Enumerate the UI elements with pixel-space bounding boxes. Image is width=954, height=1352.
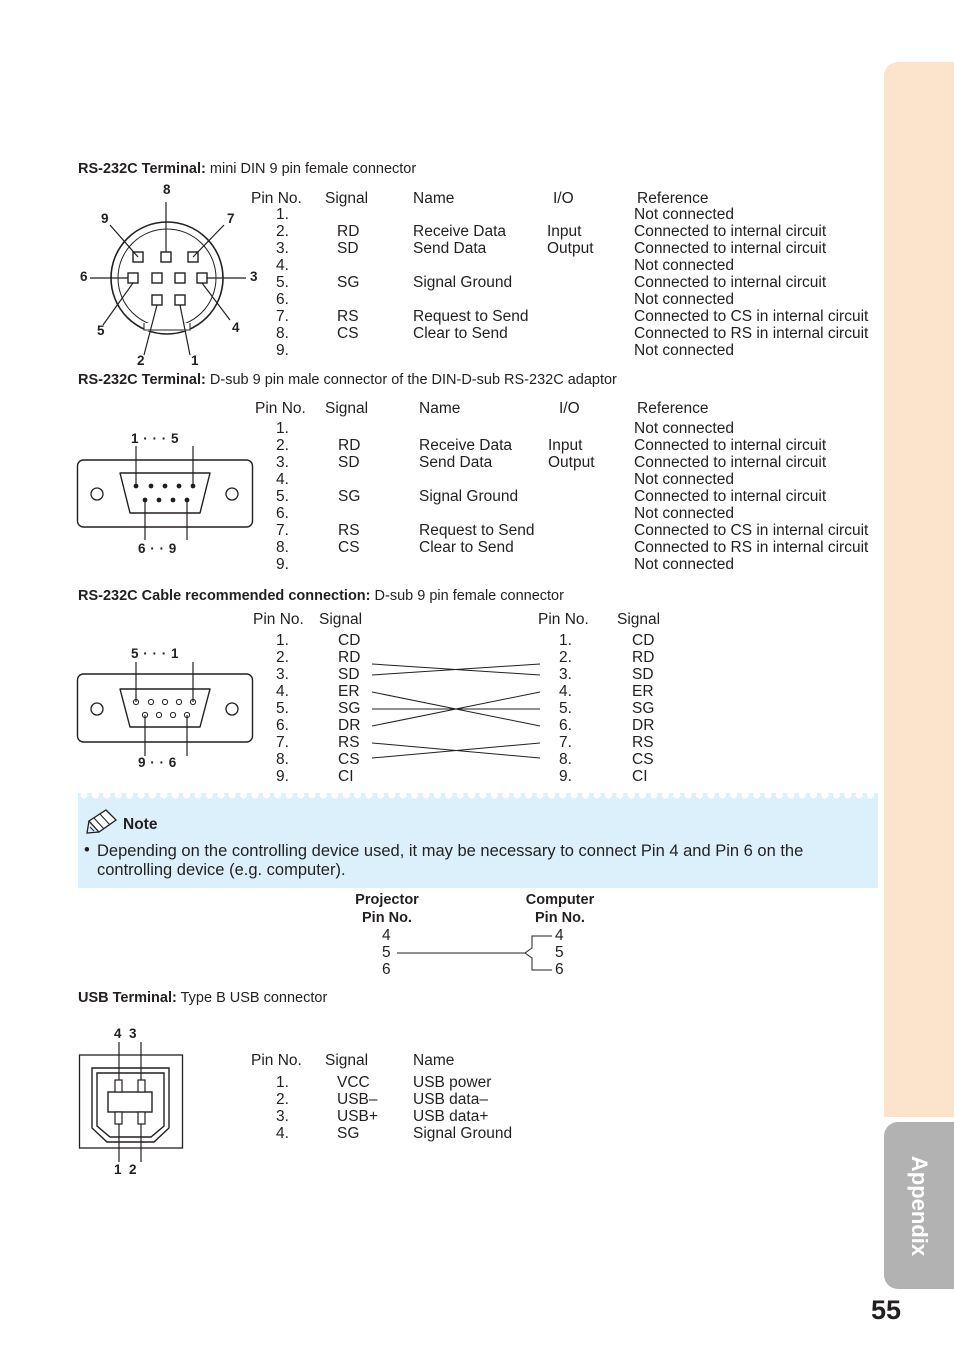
table-cell-pin: 6.	[276, 505, 289, 522]
table-cell-name: Receive Data	[413, 223, 507, 240]
computer-pin-6: 6	[555, 961, 564, 978]
table-cell-signal: RD	[337, 223, 360, 240]
s1-header-signal: Signal	[325, 190, 369, 207]
left-signal-cell: ER	[338, 683, 360, 700]
table-cell-name: USB data–	[413, 1091, 488, 1108]
right-pin-cell: 1.	[559, 632, 572, 649]
right-pin-cell: 6.	[559, 717, 572, 734]
table-cell-pin: 9.	[276, 342, 289, 359]
s1-header-io: I/O	[553, 190, 574, 207]
right-pin-cell: 2.	[559, 649, 572, 666]
table-cell-name: Signal Ground	[413, 274, 513, 291]
table-cell-reference: Connected to internal circuit	[634, 437, 827, 454]
left-pin-cell: 4.	[276, 683, 289, 700]
usb-header-signal: Signal	[325, 1052, 369, 1069]
table-cell-reference: Connected to internal circuit	[634, 223, 827, 240]
computer-pin-5: 5	[555, 944, 564, 961]
table-cell-signal: RS	[337, 308, 359, 325]
side-tab-background	[884, 62, 954, 1117]
s1-header-reference: Reference	[637, 190, 709, 207]
table-cell-reference: Not connected	[634, 420, 734, 437]
usb-pin-label-top: 4 3	[114, 1026, 137, 1041]
table-cell-pin: 1.	[276, 1074, 289, 1091]
right-signal-cell: SD	[632, 666, 654, 683]
s2-header-reference: Reference	[637, 400, 709, 417]
table-cell-reference: Not connected	[634, 206, 734, 223]
table-cell-pin: 5.	[276, 274, 289, 291]
pin-label-5: 5	[97, 323, 105, 338]
table-cell-pin: 3.	[276, 240, 289, 257]
table-cell-signal: SG	[338, 488, 361, 505]
table-cell-io: Output	[547, 240, 594, 257]
right-signal-cell: ER	[632, 683, 654, 700]
table-cell-pin: 1.	[276, 420, 289, 437]
table-cell-reference: Connected to RS in internal circuit	[634, 325, 869, 342]
cable-crossover-lines	[370, 640, 545, 790]
left-signal-cell: SD	[338, 666, 360, 683]
table-cell-reference: Connected to internal circuit	[634, 274, 827, 291]
right-signal-cell: DR	[632, 717, 655, 734]
pin-label-3: 3	[250, 269, 258, 284]
table-cell-signal: CS	[337, 325, 359, 342]
table-cell-pin: 6.	[276, 291, 289, 308]
pin-label-1: 1	[191, 353, 199, 368]
left-pin-cell: 8.	[276, 751, 289, 768]
table-cell-name: Send Data	[419, 454, 493, 471]
table-cell-signal: CS	[338, 539, 360, 556]
s2-pin-label-bottom: 6 · · 9	[138, 541, 177, 556]
s1-header-pin: Pin No.	[251, 190, 302, 207]
usb-type-b-connector-diagram	[78, 1040, 188, 1165]
s3-left-header-signal: Signal	[319, 611, 363, 628]
right-pin-cell: 7.	[559, 734, 572, 751]
table-cell-pin: 5.	[276, 488, 289, 505]
left-signal-cell: DR	[338, 717, 361, 734]
table-cell-io: Input	[548, 437, 583, 454]
table-cell-pin: 2.	[276, 437, 289, 454]
table-cell-name: Request to Send	[413, 308, 529, 325]
right-signal-cell: CS	[632, 751, 654, 768]
projector-pin-6: 6	[382, 961, 391, 978]
s2-header-pin: Pin No.	[255, 400, 306, 417]
left-pin-cell: 7.	[276, 734, 289, 751]
table-cell-signal: SD	[337, 240, 359, 257]
note-text-line2: controlling device (e.g. computer).	[97, 861, 346, 879]
right-signal-cell: CD	[632, 632, 655, 649]
table-cell-pin: 7.	[276, 308, 289, 325]
right-signal-cell: RD	[632, 649, 655, 666]
table-cell-reference: Not connected	[634, 505, 734, 522]
table-cell-pin: 7.	[276, 522, 289, 539]
left-pin-cell: 6.	[276, 717, 289, 734]
pin-label-7: 7	[227, 211, 235, 226]
s1-header-name: Name	[413, 190, 455, 207]
left-signal-cell: RS	[338, 734, 360, 751]
usb-header-name: Name	[413, 1052, 455, 1069]
left-pin-cell: 2.	[276, 649, 289, 666]
left-pin-cell: 1.	[276, 632, 289, 649]
mini-din-connector-diagram	[78, 180, 263, 370]
right-signal-cell: SG	[632, 700, 655, 717]
section1-heading: RS-232C Terminal: mini DIN 9 pin female connector	[78, 161, 417, 177]
s3-pin-label-bottom: 9 · · 6	[138, 755, 177, 770]
section2-heading: RS-232C Terminal: D-sub 9 pin male connector of the DIN-D-sub RS-232C adaptor	[78, 372, 617, 388]
table-cell-reference: Connected to internal circuit	[634, 240, 827, 257]
table-cell-reference: Not connected	[634, 556, 734, 573]
note-title: Note	[123, 816, 158, 833]
table-cell-reference: Not connected	[634, 471, 734, 488]
table-cell-signal: SD	[338, 454, 360, 471]
note-bullet: •	[84, 841, 90, 859]
table-cell-signal: USB+	[337, 1108, 378, 1125]
left-signal-cell: CS	[338, 751, 360, 768]
table-cell-reference: Not connected	[634, 342, 734, 359]
table-cell-pin: 4.	[276, 1125, 289, 1142]
pin-label-9: 9	[101, 211, 109, 226]
table-cell-pin: 9.	[276, 556, 289, 573]
right-pin-cell: 9.	[559, 768, 572, 785]
appendix-tab-label: Appendix	[907, 1155, 933, 1256]
usb-pin-label-bottom: 1 2	[114, 1162, 137, 1177]
appendix-tab-label-wrap	[884, 1122, 954, 1289]
pin-label-6: 6	[80, 269, 88, 284]
table-cell-name: Clear to Send	[413, 325, 508, 342]
table-cell-reference: Connected to internal circuit	[634, 454, 827, 471]
s2-pin-label-top: 1 · · · 5	[131, 431, 180, 446]
left-pin-cell: 9.	[276, 768, 289, 785]
page-number: 55	[871, 1295, 902, 1325]
table-cell-name: Request to Send	[419, 522, 535, 539]
table-cell-name: Receive Data	[419, 437, 513, 454]
right-pin-cell: 5.	[559, 700, 572, 717]
table-cell-reference: Connected to CS in internal circuit	[634, 522, 869, 539]
projector-pin-4: 4	[382, 927, 391, 944]
right-signal-cell: CI	[632, 768, 648, 785]
usb-header-pin: Pin No.	[251, 1052, 302, 1069]
left-pin-cell: 3.	[276, 666, 289, 683]
computer-pin-title: Pin No.	[535, 910, 585, 926]
table-cell-signal: VCC	[337, 1074, 370, 1091]
computer-title: Computer	[525, 892, 595, 908]
projector-pin-title: Pin No.	[362, 910, 412, 926]
table-cell-io: Output	[548, 454, 595, 471]
left-signal-cell: SG	[338, 700, 361, 717]
table-cell-reference: Not connected	[634, 257, 734, 274]
table-cell-pin: 1.	[276, 206, 289, 223]
pencil-icon	[86, 807, 122, 837]
s2-header-signal: Signal	[325, 400, 369, 417]
left-pin-cell: 5.	[276, 700, 289, 717]
table-cell-pin: 2.	[276, 1091, 289, 1108]
table-cell-pin: 8.	[276, 325, 289, 342]
table-cell-reference: Connected to RS in internal circuit	[634, 539, 869, 556]
s3-left-header-pin: Pin No.	[253, 611, 304, 628]
pin-label-2: 2	[137, 353, 145, 368]
s2-header-io: I/O	[559, 400, 580, 417]
s2-header-name: Name	[419, 400, 461, 417]
pin-label-8: 8	[163, 182, 171, 197]
table-cell-name: Clear to Send	[419, 539, 514, 556]
table-cell-signal: RD	[338, 437, 361, 454]
table-cell-name: USB power	[413, 1074, 492, 1091]
table-cell-signal: RS	[338, 522, 360, 539]
table-cell-name: USB data+	[413, 1108, 489, 1125]
projector-pin-5: 5	[382, 944, 391, 961]
right-pin-cell: 3.	[559, 666, 572, 683]
table-cell-signal: USB–	[337, 1091, 378, 1108]
table-cell-pin: 3.	[276, 1108, 289, 1125]
computer-pin-4: 4	[555, 927, 564, 944]
right-signal-cell: RS	[632, 734, 654, 751]
table-cell-pin: 3.	[276, 454, 289, 471]
table-cell-pin: 4.	[276, 471, 289, 488]
left-signal-cell: CI	[338, 768, 354, 785]
right-pin-cell: 8.	[559, 751, 572, 768]
table-cell-io: Input	[547, 223, 582, 240]
left-signal-cell: CD	[338, 632, 361, 649]
table-cell-name: Signal Ground	[413, 1125, 513, 1142]
right-pin-cell: 4.	[559, 683, 572, 700]
s3-right-header-pin: Pin No.	[538, 611, 589, 628]
table-cell-name: Send Data	[413, 240, 487, 257]
table-cell-pin: 4.	[276, 257, 289, 274]
table-cell-name: Signal Ground	[419, 488, 519, 505]
projector-title: Projector	[355, 892, 419, 908]
table-cell-pin: 8.	[276, 539, 289, 556]
table-cell-signal: SG	[337, 274, 360, 291]
table-cell-reference: Not connected	[634, 291, 734, 308]
table-cell-pin: 2.	[276, 223, 289, 240]
pin-wiring-bracket	[395, 928, 555, 974]
section3-heading: RS-232C Cable recommended connection: D-sub 9 pin female connector	[78, 588, 564, 604]
s3-pin-label-top: 5 · · · 1	[131, 646, 180, 661]
table-cell-reference: Connected to internal circuit	[634, 488, 827, 505]
note-box-scallop-edge	[78, 791, 878, 801]
table-cell-reference: Connected to CS in internal circuit	[634, 308, 869, 325]
usb-heading: USB Terminal: Type B USB connector	[78, 990, 328, 1006]
note-text-line1: Depending on the controlling device used, it may be necessary to connect Pin 4 and Pin 6 on the	[97, 842, 804, 860]
s3-right-header-signal: Signal	[617, 611, 661, 628]
table-cell-signal: SG	[337, 1125, 360, 1142]
pin-label-4: 4	[232, 320, 240, 335]
left-signal-cell: RD	[338, 649, 361, 666]
